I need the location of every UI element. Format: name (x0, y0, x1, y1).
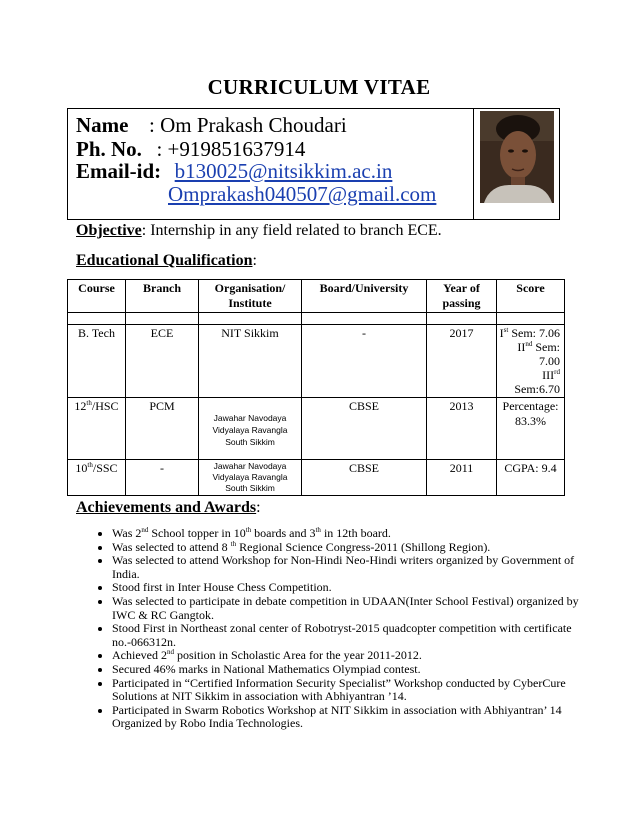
cell-course: 10th/SSC (68, 460, 126, 496)
phone-line (76, 137, 305, 161)
objective-label: Objective (76, 222, 142, 239)
objective-line (76, 222, 442, 240)
phone-label: Ph. No. (76, 137, 142, 161)
education-title: Educational Qualification (76, 252, 253, 269)
achievements-title: Achievements and Awards (76, 499, 257, 516)
email-line (76, 159, 392, 183)
achievements-list (94, 527, 582, 731)
header-score: Score (497, 280, 565, 313)
list-item: • Was selected to attend Workshop for Non-Hindi Neo-Hindi writers organized by Government of India. (112, 554, 582, 581)
header-institute: Organisation/ Institute (199, 280, 302, 313)
header-divider (473, 109, 474, 219)
education-heading (76, 252, 257, 270)
profile-photo (480, 111, 554, 203)
cell-branch: PCM (126, 398, 199, 460)
list-item: • Was selected to participate in debate competition in UDAAN(Inter School Festival) organized by IWC & RC Gangtok. (112, 595, 582, 622)
list-item: • Participated in Swarm Robotics Workshop at NIT Sikkim in association with Abhiyantran’ 14 Organized by Robo India Technologies. (112, 704, 582, 731)
achievements-title-suffix: : (256, 499, 261, 516)
cell-institute: NIT Sikkim (199, 325, 302, 398)
page-title: CURRICULUM VITAE (207, 75, 431, 99)
cell-course: 12th/HSC (68, 398, 126, 460)
list-item: • Stood first in Inter House Chess Competition. (112, 581, 582, 595)
table-row (68, 460, 565, 496)
phone-value: : +919851637914 (156, 137, 306, 161)
cell-board: - (302, 325, 427, 398)
cell-branch: ECE (126, 325, 199, 398)
cell-year: 2013 (427, 398, 497, 460)
header-year: Year of passing (427, 280, 497, 313)
list-item: • Was 2nd School topper in 10th boards and 3th in 12th board. (112, 527, 582, 541)
email-label: Email-id: (76, 159, 162, 183)
cell-score: CGPA: 9.4 (497, 460, 565, 496)
cell-course: B. Tech (68, 325, 126, 398)
cell-board: CBSE (302, 460, 427, 496)
list-item: • Was selected to attend 8 $^{th}$ Regional Science Congress-2011 (Shillong Region). (112, 541, 582, 555)
email-line-2 (168, 182, 436, 206)
header-course: Course (68, 280, 126, 313)
email-link-2[interactable]: Omprakash040507@gmail.com (168, 182, 437, 206)
cell-board: CBSE (302, 398, 427, 460)
personal-info-box (67, 108, 560, 220)
name-value: : Om Prakash Choudari (148, 113, 347, 137)
table-row (68, 325, 565, 398)
name-label: Name (76, 113, 129, 137)
list-item: • Achieved 2nd position in Scholastic Area for the year 2011-2012. (112, 649, 582, 663)
cell-institute: Jawahar Navodaya Vidyalaya Ravangla South Sikkim (199, 398, 302, 460)
header-branch: Branch (126, 280, 199, 313)
table-header-row (68, 280, 565, 313)
list-item: • Secured 46% marks in National Mathematics Olympiad contest. (112, 663, 582, 677)
list-item: • Participated in “Certified Information Security Specialist” Workshop conducted by CyberCure Solutions at NIT Sikkim in association with Abhiyantran ’14. (112, 677, 582, 704)
cell-year: 2017 (427, 325, 497, 398)
cell-institute: Jawahar Navodaya Vidyalaya Ravangla South Sikkim (199, 460, 302, 496)
cell-branch: - (126, 460, 199, 496)
name-line (76, 113, 347, 137)
education-table (67, 279, 565, 496)
table-spacer-row (68, 313, 565, 325)
email-link-1[interactable]: b130025@nitsikkim.ac.in (174, 159, 393, 183)
table-row (68, 398, 565, 460)
cell-score: Percentage: 83.3% (497, 398, 565, 460)
cell-year: 2011 (427, 460, 497, 496)
education-title-suffix: : (252, 252, 257, 269)
cell-score: Ist Sem: 7.06 IInd Sem: 7.00 IIIrd Sem:6.70 (497, 325, 565, 398)
list-item: • Stood First in Northeast zonal center of Robotryst-2015 quadcopter competition with certificate no.-066312n. (112, 622, 582, 649)
achievements-heading (76, 499, 261, 517)
header-board: Board/University (302, 280, 427, 313)
objective-text: : Internship in any field related to branch ECE. (141, 222, 442, 239)
